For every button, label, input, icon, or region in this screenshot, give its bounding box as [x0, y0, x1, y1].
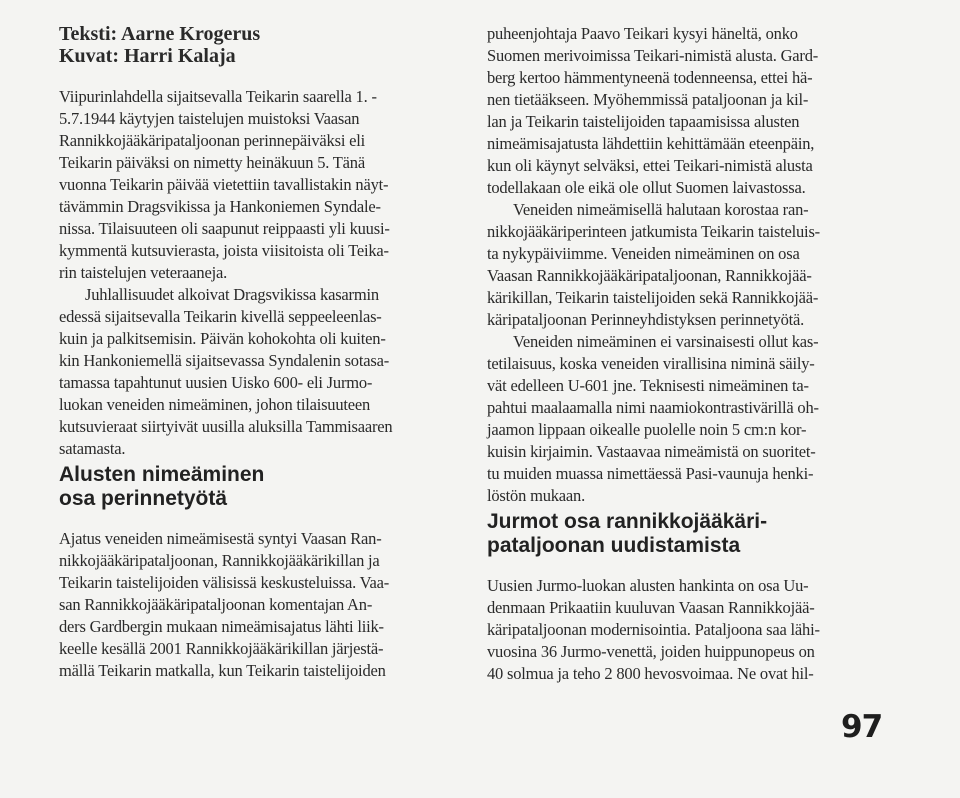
text-line: tu muiden muassa nimettäessä Pasi-vaunuja henki-: [487, 464, 814, 483]
text-line: nen tietääkseen. Myöhemmissä pataljoonan ja kil-: [487, 90, 809, 109]
text-line: luokan veneiden nimeäminen, johon tilaisuuteen: [59, 395, 371, 414]
heading-line: osa perinnetyötä: [59, 487, 228, 510]
text-line: tävämmin Dragsvikissa ja Hankoniemen Syndale-: [59, 197, 381, 216]
heading-line: Jurmot osa rannikkojääkäri-: [487, 510, 768, 533]
left-paragraph-1: [59, 86, 390, 284]
text-line: Uusien Jurmo-luokan alusten hankinta on osa Uu-: [487, 576, 809, 595]
text-line: kutsuvieraat siirtyivät uusilla aluksilla Tammisaaren: [59, 417, 393, 436]
left-paragraph-3: [59, 528, 389, 682]
text-line: Suomen merivoimissa Teikari-nimistä alusta. Gard-: [487, 46, 819, 65]
text-line: kuin ja palkitsemisin. Päivän kohokohta oli kuiten-: [59, 329, 386, 348]
text-line: kun oli käynyt selväksi, ettei Teikari-nimistä alusta: [487, 156, 813, 175]
text-line: mällä Teikarin matkalla, kun Teikarin taistelijoiden: [59, 661, 386, 680]
text-line: kin Hankoniemellä sijaitsevassa Syndalenin sotasa-: [59, 351, 390, 370]
right-paragraph-1: [487, 23, 818, 199]
text-line: ta nykypäiviimme. Veneiden nimeäminen on osa: [487, 244, 800, 263]
section-heading-2: [487, 510, 767, 558]
text-line: ders Gardbergin mukaan nimeämisajatus lähti liik-: [59, 617, 384, 636]
text-line: 40 solmua ja teho 2 800 hevosvoimaa. Ne ovat hil-: [487, 664, 814, 683]
section-heading-1: [59, 463, 264, 511]
text-line: Teikarin taistelijoiden välisissä keskusteluissa. Vaa-: [59, 573, 390, 592]
text-line: san Rannikkojääkäripataljoonan komentajan An-: [59, 595, 373, 614]
text-line: jaamon lippaan oikealle puolelle noin 5 cm:n kor-: [487, 420, 807, 439]
text-line: lan ja Teikarin taistelijoiden tapaamisissa alusten: [487, 112, 800, 131]
text-line: puheenjohtaja Paavo Teikari kysyi häneltä, onko: [487, 24, 798, 43]
text-line: Vaasan Rannikkojääkäripataljoonan, Rannikkojää-: [487, 266, 812, 285]
text-line: berg kertoo hämmentyneenä todenneensa, ettei hä-: [487, 68, 813, 87]
text-line: rin taistelujen veteraaneja.: [59, 263, 228, 282]
text-line: tetilaisuus, koska veneiden virallisina niminä säily-: [487, 354, 815, 373]
text-line: käripataljoonan modernisointia. Pataljoona saa lähi-: [487, 620, 820, 639]
right-paragraph-4: [487, 575, 820, 685]
page-number: 97: [841, 709, 883, 745]
text-line: Rannikkojääkäripataljoonan perinnepäiväksi eli: [59, 131, 366, 150]
text-line: edessä sijaitsevalla Teikarin kivellä seppeeleenlas-: [59, 307, 382, 326]
text-line: vuosina 36 Jurmo-venettä, joiden huippunopeus on: [487, 642, 815, 661]
text-line: satamasta.: [59, 439, 126, 458]
right-paragraph-2: [487, 199, 820, 331]
text-line: 5.7.1944 käytyjen taistelujen muistoksi Vaasan: [59, 109, 360, 128]
text-line: nikkojääkäripataljoonan, Rannikkojääkärikillan ja: [59, 551, 380, 570]
text-line: vuonna Teikarin päivää vietettiin tavallistakin näyt-: [59, 175, 389, 194]
text-line: kymmentä kutsuvierasta, joista viisitoista oli Teika-: [59, 241, 389, 260]
text-line: denmaan Prikaatiin kuuluvan Vaasan Rannikkojää-: [487, 598, 815, 617]
text-line: tamassa tapahtunut uusien Uisko 600- eli Jurmo-: [59, 373, 373, 392]
right-paragraph-3: [487, 331, 819, 507]
heading-line: pataljoonan uudistamista: [487, 534, 741, 557]
text-line: nimeämisajatusta lähdettiin kehittämään eteenpäin,: [487, 134, 815, 153]
text-line: nikkojääkäriperinteen jatkumista Teikarin taisteluis-: [487, 222, 820, 241]
text-line: Teikarin päiväksi on nimetty heinäkuun 5. Tänä: [59, 153, 365, 172]
text-line: Viipurinlahdella sijaitsevalla Teikarin saarella 1. -: [59, 87, 377, 106]
heading-line: Alusten nimeäminen: [59, 463, 265, 486]
text-line: nissa. Tilaisuuteen oli saapunut reippaasti yli kuusi-: [59, 219, 390, 238]
text-line: keelle kesällä 2001 Rannikkojääkärikillan järjestä-: [59, 639, 384, 658]
text-line: todellakaan ole eikä ole ollut Suomen laivastossa.: [487, 178, 806, 197]
left-paragraph-2: [59, 284, 392, 460]
text-line: Juhlallisuudet alkoivat Dragsvikissa kasarmin: [85, 285, 379, 304]
text-line: Ajatus veneiden nimeämisestä syntyi Vaasan Ran-: [59, 529, 382, 548]
text-line: kuisin kirjaimin. Vastaavaa nimeämistä on suoritet-: [487, 442, 816, 461]
text-line: pahtui maalaamalla nimi naamiokontrastivärillä oh-: [487, 398, 819, 417]
author-credit: Teksti: Aarne Krogerus: [59, 23, 261, 45]
text-line: Veneiden nimeämisellä halutaan korostaa ran-: [513, 200, 809, 219]
text-line: löstön mukaan.: [487, 486, 586, 505]
text-line: vät edelleen U-601 jne. Teknisesti nimeäminen ta-: [487, 376, 809, 395]
text-line: käripataljoonan Perinneyhdistyksen perinnetyötä.: [487, 310, 805, 329]
text-line: kärikillan, Teikarin taistelijoiden sekä Rannikkojää-: [487, 288, 819, 307]
photo-credit: Kuvat: Harri Kalaja: [59, 45, 236, 67]
text-line: Veneiden nimeäminen ei varsinaisesti ollut kas-: [513, 332, 819, 351]
